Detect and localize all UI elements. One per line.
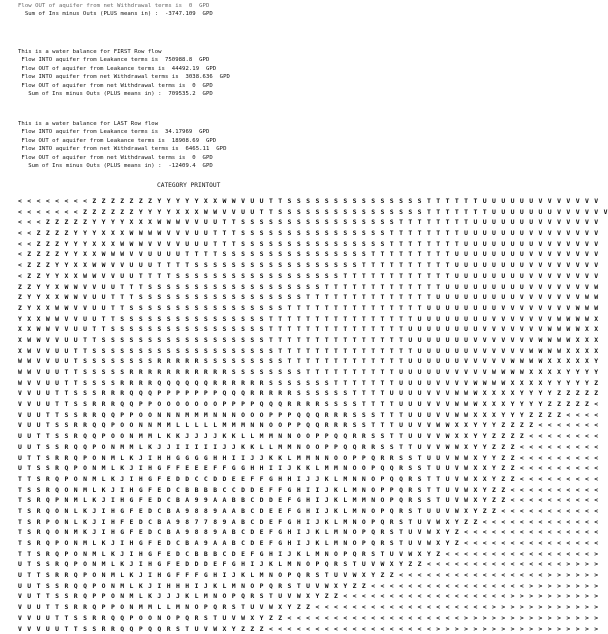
first-row-balance-line: Sum of Ins minus Outs (PLUS means in) : 709535.2 GPD (18, 90, 230, 98)
category-row: W W V V U U T S S S S S S S S R R R R R S S S S S S S S S T T T T T T T T T T T T T U U U U U U V V V V V W W W W X X X X X Y (18, 356, 446, 367)
last-row-balance-block (18, 120, 226, 170)
category-row: T S R Q O N M K J I H G F E D C B A 9 8 8 9 A B C D E F G H I J K L M N O P Q R S T U V W X Y Z < < < < < < < < < < < < < < < (18, 527, 446, 538)
category-printout-title: CATEGORY PRINTOUT (157, 182, 220, 189)
category-row: V V U U T T S S S R R R Q Q Q P P P P P P P Q Q Q R R R R R S S S S S S T T T T U U U U V V V W W W X X X X Y Y Y Y Z Z Z Z Z (18, 388, 446, 399)
category-row: V U U T T S R R Q P P O N M M L L M N O P Q R S T U V W X Y Z Z < < < < < < < < < < < < < < < < < < < > > > > > > > > > > > > (18, 602, 446, 613)
last-row-balance-line: Flow INTO aquifer from net Withdrawal terms is 6465.11 GPD (18, 145, 226, 153)
category-row: V U U T T S S R R Q Q P P O O N N N M M M N N N O O O P P P Q Q Q R R R S S S T T T U U U V V W W X X X Y Y Y Z Z Z Z < < < < (18, 410, 446, 421)
category-row: Z Z Y Y X W W V V U U T T T S S S S S S S S S S S S S S S S S S S T T T T T T T T T T T T T U U U U U U U U U V V V V V V V W (18, 282, 446, 293)
last-row-balance-line: Flow OUT of aquifer from net Withdrawal terms is 0 GPD (18, 154, 226, 162)
category-row: < Z Z Y Y X X W W V V U U T T T T S S S S S S S S S S S S S S S S S S T T T T T T T T T T T T U U U U U U U U V V V V V V V V (18, 271, 446, 282)
category-row: W V V U U T T S S S S R R R R Q Q Q Q Q Q R R R R R R S S S S S S S T T T T T T T U U U U V V V V W W W W X X X X Y Y Y Y Y Z (18, 378, 446, 389)
last-row-balance-line: Flow OUT of aquifer from Leakance terms is 18908.69 GPD (18, 137, 226, 145)
last-row-balance-line: Sum of Ins minus Outs (PLUS means in) : -12409.4 GPD (18, 162, 226, 170)
category-row: V V U U T T S S R R Q Q P O O N O P Q R S T U V W X Y Z Z < < < < < < < < < < < < < < < < < < < > > > > > > > > > > > > > > > (18, 613, 446, 624)
category-row: T S R Q P N M L K J I H G F E D C B A 9 9 A A B B C D D E F G H I J K L M M N O P Q R S S T U V W X Y Z Z < < < < < < < < < < (18, 495, 446, 506)
last-row-balance-line: Flow INTO aquifer from Leakance terms is 34.17969 GPD (18, 128, 226, 136)
category-row: Z Y X X W W V V U U T T S S S S S S S S S S S S S S S S S T T T T T T T T T T T T T T T U U U U U U U U V V V V V V V V W W W (18, 303, 446, 314)
previous-balance-line: Flow OUT of aquifer from net Withdrawal terms is 0 GPD (18, 2, 213, 10)
category-printout-grid (18, 196, 446, 634)
category-row: < < Z Z Z Z Y Y Y X X X W W W W V V V U U T T T S S S S S S S S S S S S S S S S T T T T T T T T U U U U U U U V V V V V V V V (18, 228, 446, 239)
category-row: U U T T S S R Q Q P O O N M M L K K J J J J K K L L M M N N O O P P Q Q R R S S T T U U V V W X X Y Y Z Z Z Z < < < < < < < < (18, 431, 446, 442)
category-row: < < < < < < < Z Z Z Z Z Z Y Y Y Y X X X W W V V U U T T S S S S S S S S S S S S S S S S T T T T T T T U U U U U U U V V V V V V (18, 207, 446, 218)
category-row: W W V U U T T S S S S S R R R R R R R R R R R S S S S S S S S T T T T T T T T T T U U U U U V V V V V W W W W X X X X Y Y Y Y (18, 367, 446, 378)
previous-balance-block (18, 2, 213, 19)
category-row: V V V U U T T S S R R Q Q P Q Q R S T U V W X Y Z Z Z < < < < < < < < < < < < < < < < < < > > > > > > > > > > > > > > > > > > (18, 624, 446, 634)
category-row: V U U T S S R R Q Q P O O N N M M L L L L L M M M N N O O P P Q Q R R R S S T T T U U V V W W X X Y Y Y Z Z Z Z < < < < < < < (18, 420, 446, 431)
category-row: T S S R Q O N M L K J I H G F E D C B B B B C C D D E F F G H I I J K L M N O P P Q R S T T U V W X Y Z Z < < < < < < < < < < (18, 485, 446, 496)
first-row-balance-line: Flow OUT of aquifer from net Withdrawal terms is 0 GPD (18, 82, 230, 90)
category-row: < < < < < < < < Z Z Z Z Z Z Z Y Y Y Y Y X X W W V U U T T S S S S S S S S S S S S S S S T T T T T T U U U U U U V V V V V V V (18, 196, 446, 207)
first-row-balance-block (18, 48, 230, 98)
category-row: Y X X W W V V U U T T S S S S S S S S S S S S S S S S T T T T T T T T T T T T T T T T U U U U U U U U V V V V V V V W W W W X (18, 314, 446, 325)
category-row: T T S R Q P O N M L K J I H G F E D C B B B C D E F G H I J K L M N O P Q R S T U V W X Y Z < < < < < < < < < < < < < < < < > (18, 549, 446, 560)
category-row: X W W V V U U T T S S S S S S S S S S S S S S S S S S T T T T T T T T T T T T T T T U U U U U U U V V V V V V V W W W W X X X (18, 335, 446, 346)
first-row-balance-line: Flow INTO aquifer from Leakance terms is 750988.8 GPD (18, 56, 230, 64)
category-row: T S R P O N L K J I H F E D C B A 9 8 7 7 8 9 A B C D E F G H I J K L M N O P Q R S T U V W X Y Z Z < < < < < < < < < < < < < (18, 517, 446, 528)
previous-balance-line: Sum of Ins minus Outs (PLUS means in) : -3747.109 GPD (18, 10, 213, 18)
category-row: Z Y Y X X W W V U U T T T S S S S S S S S S S S S S S S S S S T T T T T T T T T T T T T T U U U U U U U U U V V V V V V V W W (18, 292, 446, 303)
category-row: U T T S R R Q P O N M L K J I H G F F F G H I J K L M N O P Q R S T U V W X Y Z Z < < < < < < < < < < < < < < < < > > > > > > (18, 570, 446, 581)
category-row: X X W W V V U U T T S S S S S S S S S S S S S S S S S T T T T T T T T T T T T T T T U U U U U U U U V V V V V V V W W W W X X (18, 324, 446, 335)
category-row: T T S R Q P O N M L K J I H G F E D D C C D D E E F F G H H I J J K L M N N O P Q Q R S T T U V W X X Y Z Z < < < < < < < < < (18, 474, 446, 485)
category-row: V U T T S S R Q P P O N M L K J J J K L M N O P Q R S T U V W X Y Z Z < < < < < < < < < < < < < < < < < < > > > > > > > > > > (18, 591, 446, 602)
category-row: X W V V U U T T S S S S S S S S S S S S S S S S S S S S T T T T T T T T T T T T T T T U U U U U U V V V V V V W W W W X X X X (18, 346, 446, 357)
category-row: U U T S S R Q Q P O N M M L K J J I I I I I J J K K L L M M N O O P P Q Q R R S S T T U V V W W X Y Y Z Z Z < < < < < < < < < (18, 442, 446, 453)
first-row-balance-line: This is a water balance for FIRST Row flow (18, 48, 230, 56)
category-row: < Z Z Z Y Y X X W W V V U U U T T T T S S S S S S S S S S S S S S S S S S T T T T T T T T T T U U U U U U U U V V V V V V V V (18, 260, 446, 271)
category-row: < Z Z Z Z Y Y X X W W W V V U U U U T T T T S S S S S S S S S S S S S S S S T T T T T T T T T U U U U U U U U V V V V V V V V (18, 249, 446, 260)
category-row: V V U U T T S S R R R Q Q P P O O O O O O O P P P P Q Q Q R R R R S S S S T T T T U U U V V V W W W X X X Y Y Y Y Z Z Z Z Z < (18, 399, 446, 410)
first-row-balance-line: Flow INTO aquifer from net Withdrawal terms is 3038.636 GPD (18, 73, 230, 81)
category-row: < < Z Z Z Y Y Y X X X W W W V V V V U U U T T T S S S S S S S S S S S S S S S S T T T T T T T T U U U U U U U U V V V V V V V (18, 239, 446, 250)
category-row: T S R Q O N L K J I H G F E D C B A 9 8 8 9 A A B C D E E F G H I J K L M N O P Q R S T U U V W X Y Z Z < < < < < < < < < < < (18, 506, 446, 517)
first-row-balance-line: Flow OUT of aquifer from Leakance terms is 44492.19 GPD (18, 65, 230, 73)
category-row: < < < Z Z Z Z Z Y Y Y Y X X X W W W V V U U T T S S S S S S S S S S S S S S S S S T T T T T T T T U U U U U U U V V V V V V V (18, 217, 446, 228)
category-row: U T S S R Q P O N M L K J I H G F E D D D E F G H I J K L M N O P Q R S T U V W X Y Z Z < < < < < < < < < < < < < < < > > > > (18, 559, 446, 570)
category-row: U T T S R R Q P O N M L K J I H H G G G G H H I I J J K K L M M N N O O P P Q R R S S T U U V W W X Y Y Z Z < < < < < < < < < (18, 453, 446, 464)
category-row: U T S S R Q P O N M L K J I H G F F E E E F F G G H H I I J K K L M M N O O P Q Q R S S T U U V W X X Y Z Z < < < < < < < < < (18, 463, 446, 474)
category-row: T S R Q P O N M L K J I H G F E D C B A 9 A A B C D E F G H I J K L M N O P Q R S T U V W X Y Z < < < < < < < < < < < < < < < (18, 538, 446, 549)
category-row: U U T S S R Q Q P O N M L K J I H H H I J K L M N O P Q R S T U V W X Y Z Z < < < < < < < < < < < < < < < < < > > > > > > > > (18, 581, 446, 592)
last-row-balance-line: This is a water balance for LAST Row flow (18, 120, 226, 128)
